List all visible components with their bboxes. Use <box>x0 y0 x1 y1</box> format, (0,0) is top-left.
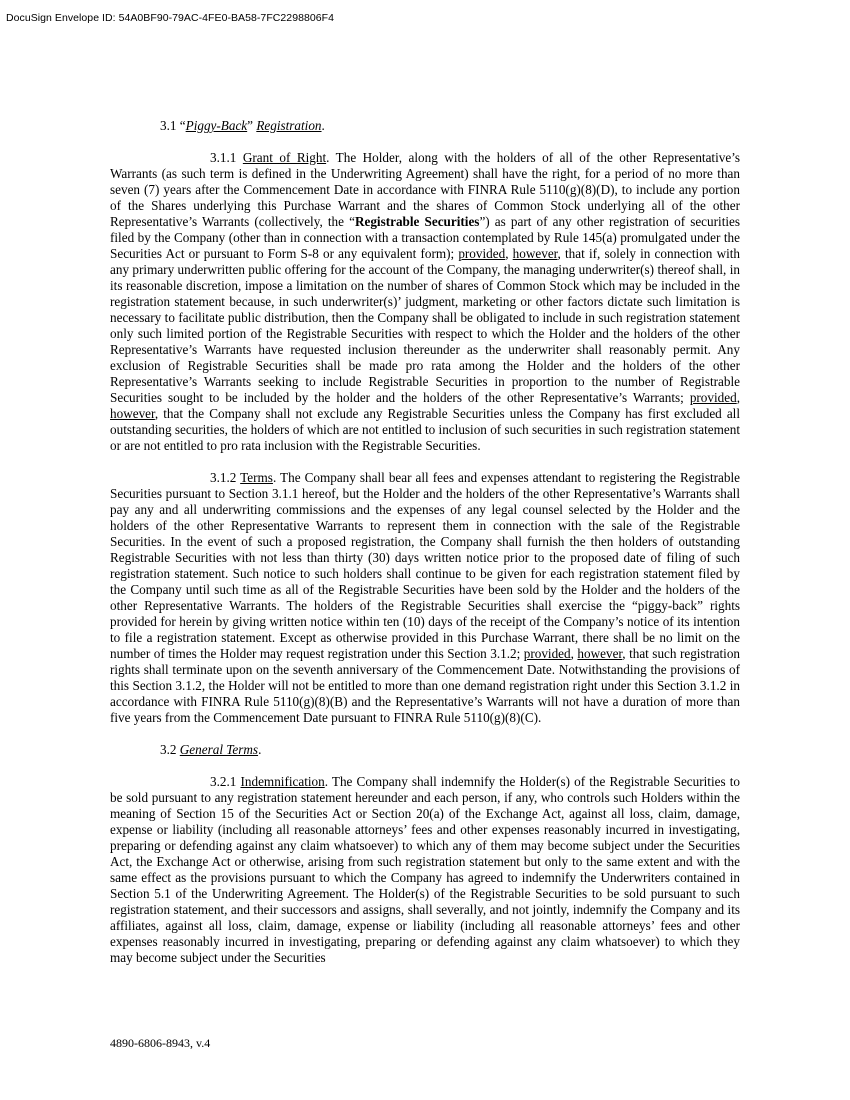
section-3-1-heading: 3.1 “Piggy-Back” Registration. <box>160 118 325 133</box>
docusign-envelope-id: DocuSign Envelope ID: 54A0BF90-79AC-4FE0-BA58-7FC2298806F4 <box>6 12 334 24</box>
terms-heading: Terms <box>240 470 273 485</box>
footer-document-id: 4890-6806-8943, v.4 <box>110 1036 211 1050</box>
indemnification-heading: Indemnification <box>240 774 325 789</box>
registrable-securities-defined-term: Registrable Securities <box>354 214 480 229</box>
section-3-2-heading: 3.2 General Terms. <box>160 742 262 757</box>
paragraph-3-1-1-grant-of-right: 3.1.1 Grant of Right. The Holder, along with the holders of all of the other Representative’s Warrants (as such term is defined in the Underwriting Agreement) shall have the right, for a period of no more than seven (7) years after the Commencement Date in accordance with FINRA Rule 5110(g)(8)(D), to include any portion of the Shares underlying this Purchase Warrant and the shares of Common Stock underlying all of the other Representative’s Warrants (collectively, the “Registrable Securities”) as part of any other registration of securities filed by the Company (other than in connection with a transaction contemplated by Rule 145(a) promulgated under the Securities Act or pursuant to Form S-8 or any equivalent form); provided, however, that if, solely in connection with any primary underwritten public offering for the account of the Company, the managing underwriter(s) thereof shall, in its reasonable discretion, impose a limitation on the number of shares of Common Stock which may be included in the registration statement because, in such underwriter(s)’ judgment, marketing or other factors dictate such limitation is necessary to facilitate public distribution, then the Company shall be obligated to include in such registration statement only such limited portion of the Registrable Securities with respect to which the Holder and the holders of the other Representative’s Warrants have requested inclusion thereunder as the underwriter shall reasonably permit. Any exclusion of Registrable Securities shall be made pro rata among the Holder and the holders of the other Representative’s Warrants seeking to include Registrable Securities in proportion to the number of Registrable Securities sought to be included by the holder and the holders of the other Representative’s Warrants; provided, however, that the Company shall not exclude any Registrable Securities unless the Company has first excluded all outstanding securities, the holders of which are not entitled to inclusion of such securities in such registration statement or are not entitled to pro rata inclusion with the Registrable Securities. <box>110 150 741 453</box>
paragraph-3-1-2-terms: 3.1.2 Terms. The Company shall bear all fees and expenses attendant to registering the Registrable Securities pursuant to Section 3.1.1 hereof, but the Holder and the holders of the other Representative’s Warrants shall pay any and all underwriting commissions and the expenses of any legal counsel selected by the Holder and the holders of the other Representative Warrants to represent them in connection with the sale of the Registrable Securities. In the event of such a proposed registration, the Company shall furnish the then holders of outstanding Registrable Securities with not less than thirty (30) days written notice prior to the proposed date of filing of such registration statement. Such notice to such holders shall continue to be given for each registration statement filed by the Company until such time as all of the Registrable Securities have been sold by the Holder and the holders of the other Representative Warrants. The holders of the Registrable Securities shall exercise the “piggy-back” rights provided for herein by giving written notice within ten (10) days of the receipt of the Company’s notice of its intention to file a registration statement. Except as otherwise provided in this Purchase Warrant, there shall be no limit on the number of times the Holder may request registration under this Section 3.1.2; provided, however, that such registration rights shall terminate upon on the seventh anniversary of the Commencement Date. Notwithstanding the provisions of this Section 3.1.2, the Holder will not be entitled to more than one demand registration right under this Section 3.1.2 in accordance with FINRA Rule 5110(g)(8)(B) and the Representative’s Warrants will not have a duration of more than five years from the Commencement Date pursuant to FINRA Rule 5110(g)(8)(C). <box>110 470 741 725</box>
grant-of-right-heading: Grant of Right <box>242 150 327 165</box>
paragraph-3-2-1-indemnification: 3.2.1 Indemnification. The Company shall indemnify the Holder(s) of the Registrable Securities to be sold pursuant to any registration statement hereunder and each person, if any, who controls such Holders within the meaning of Section 15 of the Securities Act or Section 20(a) of the Exchange Act, against all loss, claim, damage, expense or liability (including all reasonable attorneys’ fees and other expenses reasonably incurred in investigating, preparing or defending against any claim whatsoever) to which any of them may become subject under the Securities Act, the Exchange Act or otherwise, arising from such registration statement but only to the same extent and with the same effect as the provisions pursuant to which the Company has agreed to indemnify the Underwriters contained in Section 5.1 of the Underwriting Agreement. The Holder(s) of the Registrable Securities to be sold pursuant to such registration statement, and their successors and assigns, shall severally, and not jointly, indemnify the Company and its affiliates, against all loss, claim, damage, expense or liability (including all reasonable attorneys’ fees and other expenses reasonably incurred in investigating, preparing or defending against any claim whatsoever) to which they may become subject under the Securities <box>110 774 740 965</box>
document-body <box>110 108 740 966</box>
